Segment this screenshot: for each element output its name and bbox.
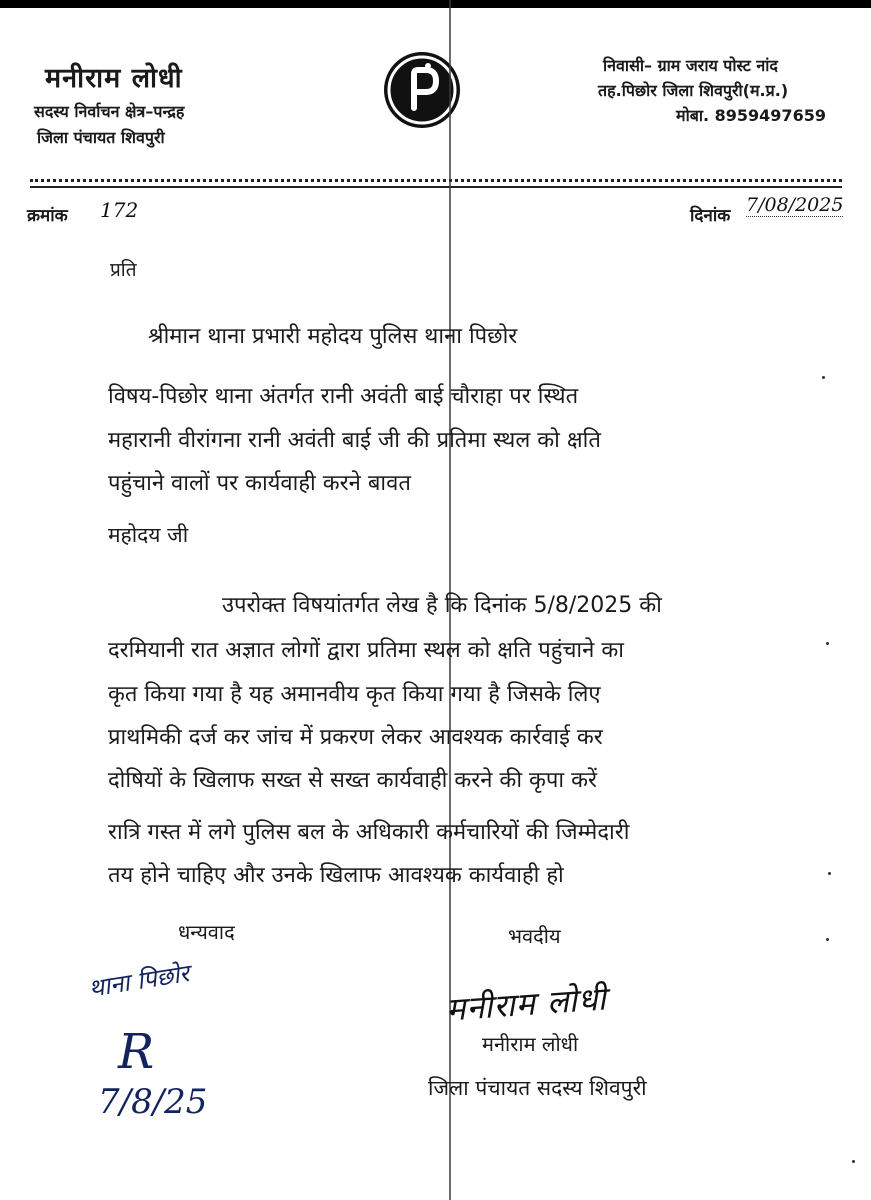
scan-speck — [826, 642, 829, 645]
signature: मनीराम लोधी — [444, 979, 608, 1029]
header-rule — [30, 186, 842, 188]
letterhead-address-tehsil: तह.पिछोर जिला शिवपुरी(म.प्र.) — [598, 81, 789, 100]
receipt-note-station: थाना पिछोर — [86, 959, 192, 1003]
signer-title: जिला पंचायत सदस्य शिवपुरी — [428, 1076, 647, 1100]
subject-line: विषय-पिछोर थाना अंतर्गत रानी अवंती बाई चौराहा पर स्थित — [108, 384, 579, 409]
paragraph-line: कृत किया गया है यह अमानवीय कृत किया गया है जिसके लिए — [108, 682, 601, 707]
receipt-note-initial: R — [118, 1024, 155, 1080]
letterhead-constituency: सदस्य निर्वाचन क्षेत्र–पन्द्रह — [34, 102, 185, 121]
paragraph-line: प्राथमिकी दर्ज कर जांच में प्रकरण लेकर आवश्यक कार्रवाई कर — [108, 725, 603, 750]
signer-name: मनीराम लोधी — [482, 1032, 579, 1056]
to-label: प्रति — [110, 259, 137, 281]
date-value: 7/08/2025 — [746, 194, 844, 216]
scan-top-edge — [0, 0, 871, 8]
scan-speck — [826, 938, 829, 941]
paragraph-line: उपरोक्त विषयांतर्गत लेख है कि दिनांक 5/8/2025 की — [222, 593, 662, 618]
scan-speck — [822, 376, 825, 379]
paragraph-line: दोषियों के खिलाफ सख्त से सख्त कार्यवाही करने की कृपा करें — [108, 768, 597, 793]
addressee: श्रीमान थाना प्रभारी महोदय पुलिस थाना पिछोर — [148, 324, 518, 349]
letterhead-name: मनीराम लोधी — [45, 63, 183, 94]
letterhead-district: जिला पंचायत शिवपुरी — [37, 128, 165, 147]
date-label: दिनांक — [690, 206, 731, 226]
closing-text: भवदीय — [508, 924, 561, 948]
letterhead-mobile: मोबा. 8959497659 — [676, 106, 826, 125]
salutation: महोदय जी — [108, 523, 189, 547]
scan-speck — [828, 872, 831, 875]
ref-number: 172 — [100, 198, 139, 222]
letterhead-address-village: निवासी– ग्राम जराय पोस्ट नांद — [603, 56, 778, 75]
header-dotted-rule — [30, 179, 842, 185]
thanks-text: धन्यवाद — [178, 920, 235, 944]
subject-line: महारानी वीरांगना रानी अवंती बाई जी की प्रतिमा स्थल को क्षति — [108, 428, 601, 453]
ref-label: क्रमांक — [27, 206, 68, 226]
scan-speck — [852, 1160, 855, 1163]
subject-line: पहुंचाने वालों पर कार्यवाही करने बावत — [108, 471, 411, 496]
paragraph-line: दरमियानी रात अज्ञात लोगों द्वारा प्रतिमा स्थल को क्षति पहुंचाने का — [108, 638, 624, 663]
paragraph-line: रात्रि गस्त में लगे पुलिस बल के अधिकारी कर्मचारियों की जिम्मेदारी — [108, 820, 630, 845]
receipt-note-date: 7/8/25 — [98, 1082, 208, 1122]
paragraph-line: तय होने चाहिए और उनके खिलाफ आवश्यक कार्यवाही हो — [108, 863, 564, 888]
